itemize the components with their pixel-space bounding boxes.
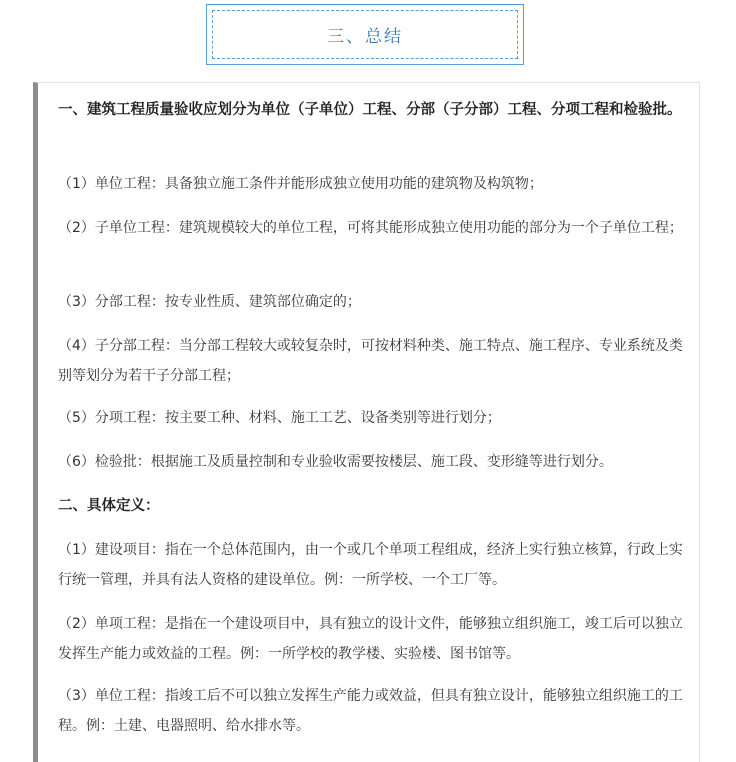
section2-item-2: （2）单项工程：是指在一个建设项目中，具有独立的设计文件，能够独立组织施工，竣工后可以独立发挥生产能力或效益的工程。例：一所学校的教学楼、实验楼、图书馆等。 [58,616,683,662]
section1-item-4: （4）子分部工程：当分部工程较大或较复杂时，可按材料种类、施工特点、施工程序、专业系统及类别等划分为若干子分部工程； [58,338,683,384]
section1-item-2: （2）子单位工程：建筑规模较大的单位工程，可将其能形成独立使用功能的部分为一个子单位工程； [58,220,683,236]
section1-item-5: （5）分项工程：按主要工种、材料、施工工艺、设备类别等进行划分； [58,410,501,426]
content-panel [33,82,700,762]
section1-item-6: （6）检验批：根据施工及质量控制和专业验收需要按楼层、施工段、变形缝等进行划分。 [58,454,613,470]
section1-item-1: （1）单位工程：具备独立施工条件并能形成独立使用功能的建筑物及构筑物； [58,176,543,192]
section1-item-3: （3）分部工程：按专业性质、建筑部位确定的； [58,294,361,310]
section-title-box [206,4,524,65]
section1-heading: 一、建筑工程质量验收应划分为单位（子单位）工程、分部（子分部）工程、分项工程和检验批。 [58,102,682,118]
section-title: 三、总结 [327,27,403,47]
section2-item-1: （1）建设项目：指在一个总体范围内，由一个或几个单项工程组成，经济上实行独立核算，行政上实行统一管理，并具有法人资格的建设单位。例：一所学校、一个工厂等。 [58,542,683,588]
section2-heading: 二、具体定义： [58,498,160,514]
section-title-inner-border [212,10,518,59]
section2-item-3: （3）单位工程：指竣工后不可以独立发挥生产能力或效益，但具有独立设计，能够独立组织施工的工程。例：土建、电器照明、给水排水等。 [58,688,683,734]
